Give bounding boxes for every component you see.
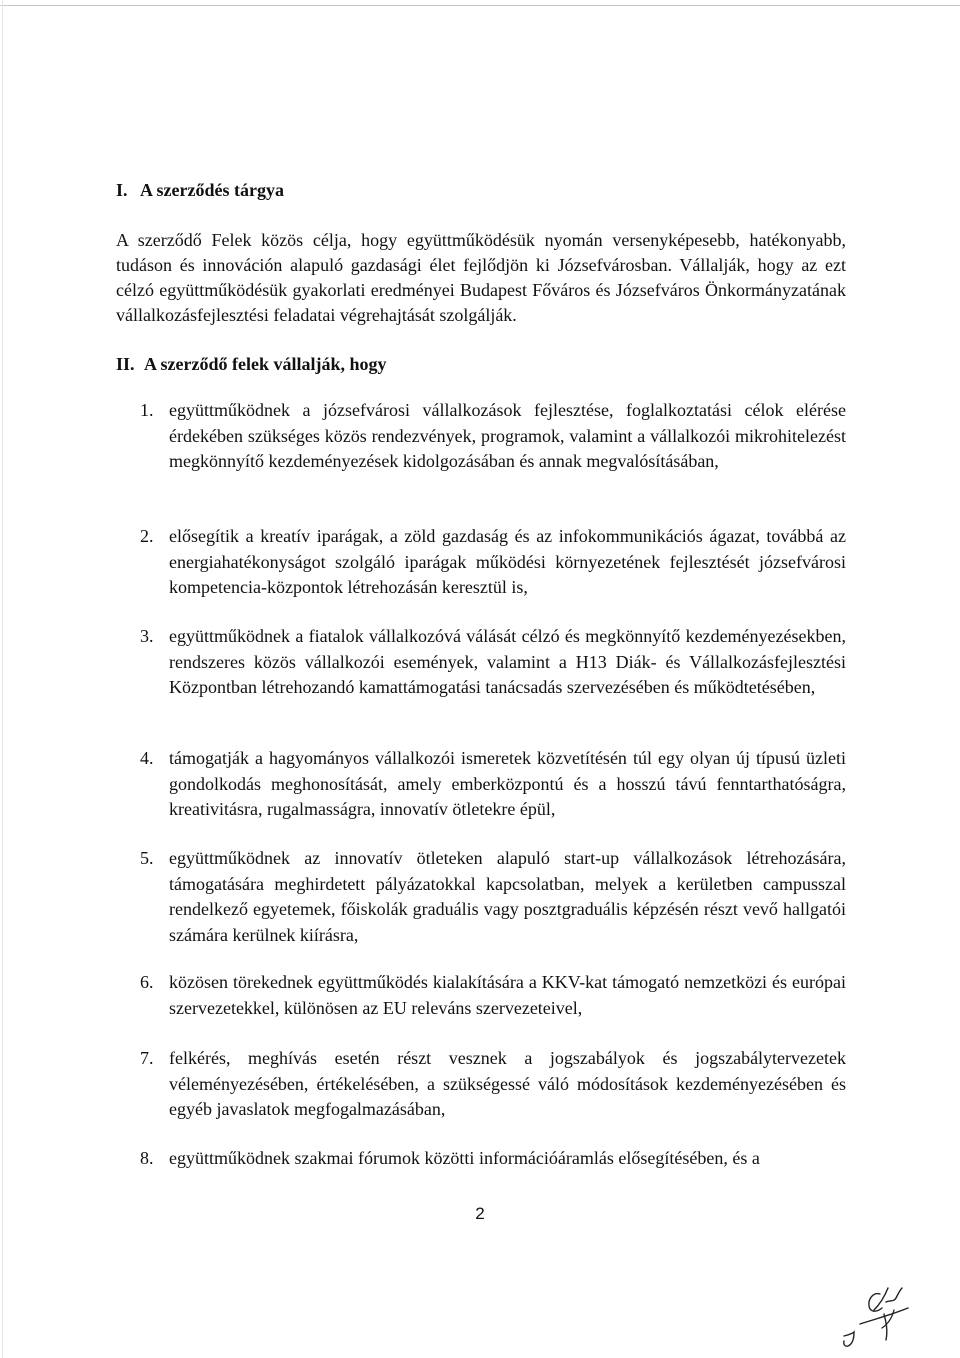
list-item — [140, 1146, 846, 1172]
list-item-number: 5. — [140, 848, 154, 868]
list-item-number: 2. — [140, 526, 154, 546]
list-item — [140, 846, 846, 948]
list-item — [140, 746, 846, 823]
list-item-number: 4. — [140, 748, 154, 768]
list-item — [140, 1046, 846, 1123]
section-1-title: A szerződés tárgya — [140, 180, 284, 200]
signature-initials — [838, 1280, 918, 1350]
list-item-number: 3. — [140, 626, 154, 646]
section-1-heading — [116, 178, 284, 202]
list-item — [140, 970, 846, 1021]
list-item-number: 6. — [140, 972, 154, 992]
section-2-title: A szerződő felek vállalják, hogy — [144, 354, 387, 374]
page-number: 2 — [475, 1204, 485, 1223]
scan-edge-top — [0, 5, 960, 6]
list-item — [140, 524, 846, 601]
list-item-text: együttműködnek szakmai fórumok közötti információáramlás elősegítésében, és a — [169, 1148, 760, 1168]
scan-edge-left — [2, 0, 3, 1358]
list-item-number: 8. — [140, 1148, 154, 1168]
list-item-text: együttműködnek az innovatív ötleteken alapuló start-up vállalkozások létrehozására, támogatására meghirdetett pályázatokkal kapcsolatban, melyek a kerületben campusszal rendelkező egyetemek, főiskolák graduális vagy posztgraduális képzésén részt vevő hallgatói számára kerülnek kiírásra, — [169, 848, 846, 945]
list-item-number: 1. — [140, 400, 154, 420]
section-2-heading — [116, 352, 386, 376]
section-2-number: II. — [116, 354, 135, 374]
list-item-text: felkérés, meghívás esetén részt vesznek a jogszabályok és jogszabálytervezetek véleményezésében, értékelésében, a szükségessé váló módosítások kezdeményezésében és egyéb javaslatok megfogalmazásában, — [169, 1048, 846, 1119]
list-item — [140, 398, 846, 475]
section-1-paragraph: A szerződő Felek közös célja, hogy együttműködésük nyomán versenyképesebb, hatékonyabb, tudáson és innováción alapuló gazdasági élet fejlődjön ki Józsefvárosban. Vállalják, hogy az ezt célzó együttműködésük gyakorlati eredményei Budapest Főváros és Józsefváros Önkormányzatának vállalkozásfejlesztési feladatai végrehajtását szolgálják. — [116, 230, 846, 325]
list-item-text: támogatják a hagyományos vállalkozói ismeretek közvetítésén túl egy olyan új típusú üzleti gondolkodás meghonosítását, amely emberközpontú és a hosszú távú fenntarthatóságra, kreativitásra, rugalmasságra, innovatív ötletekre épül, — [169, 748, 846, 819]
section-1-number: I. — [116, 180, 128, 200]
list-item-text: együttműködnek a józsefvárosi vállalkozások fejlesztése, foglalkoztatási célok elérése érdekében szükséges közös rendezvények, programok, valamint a vállalkozói mikrohitelezést megkönnyítő kezdeményezések kidolgozásában és annak megvalósításában, — [169, 400, 846, 471]
list-item-text: közösen törekednek együttműködés kialakítására a KKV-kat támogató nemzetközi és európai szervezetekkel, különösen az EU releváns szervezeteivel, — [169, 972, 846, 1018]
list-item — [140, 624, 846, 701]
list-item-number: 7. — [140, 1048, 154, 1068]
list-item-text: együttműködnek a fiatalok vállalkozóvá válását célzó és megkönnyítő kezdeményezésekben, rendszeres közös vállalkozói események, valamint a H13 Diák- és Vállalkozásfejlesztési Központban létrehozandó kamattámogatási tanácsadás szervezésében és működtetésében, — [169, 626, 846, 697]
list-item-text: elősegítik a kreatív iparágak, a zöld gazdaság és az infokommunikációs ágazat, továbbá az energiahatékonyságot szolgáló iparágak működési környezetének fejlesztését józsefvárosi kompetencia-központok létrehozásán keresztül is, — [169, 526, 846, 597]
